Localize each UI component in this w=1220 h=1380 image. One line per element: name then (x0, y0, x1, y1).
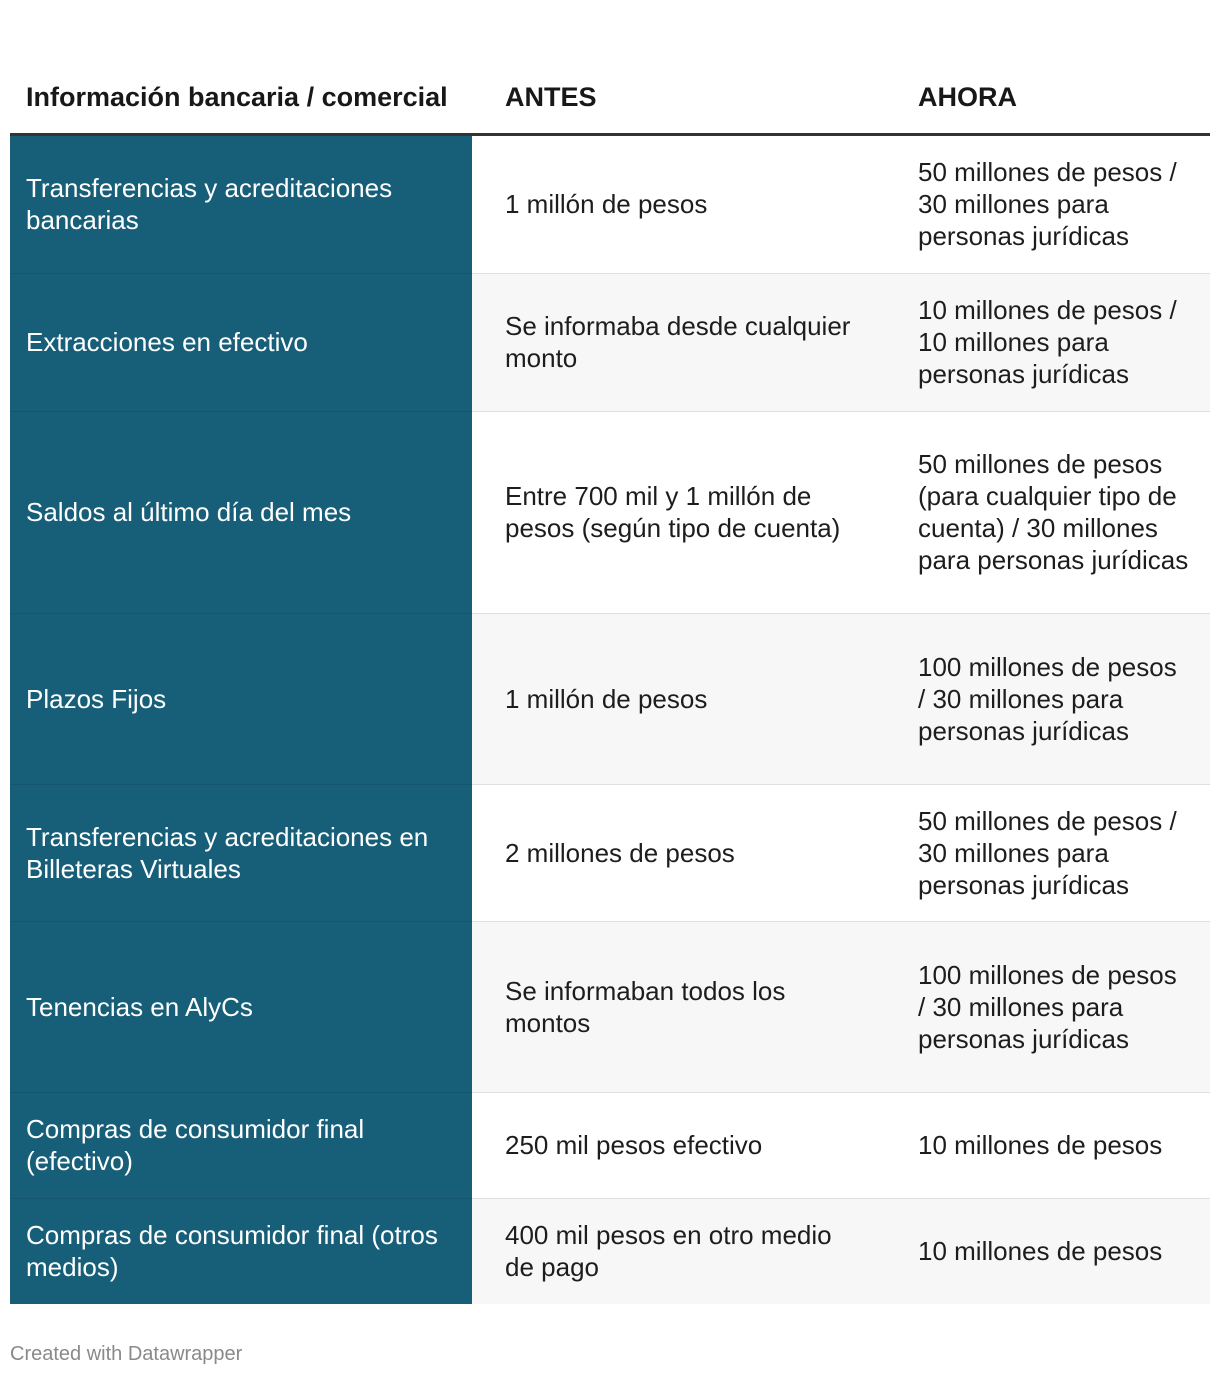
row-ahora-cell: 10 millones de pesos / 10 millones para personas jurídicas (885, 273, 1210, 411)
header-cell-ahora: AHORA (885, 0, 1210, 134)
row-category-cell: Plazos Fijos (10, 613, 472, 784)
table-row (10, 921, 1210, 1092)
row-antes-cell: 1 millón de pesos (472, 613, 885, 784)
row-category-cell: Compras de consumidor final (otros medios) (10, 1198, 472, 1304)
table-body (10, 134, 1210, 1304)
row-antes-cell: Se informaba desde cualquier monto (472, 273, 885, 411)
table-header (10, 0, 1210, 134)
row-ahora-cell: 50 millones de pesos / 30 millones para personas jurídicas (885, 784, 1210, 921)
row-ahora-cell: 10 millones de pesos (885, 1198, 1210, 1304)
table-row (10, 134, 1210, 273)
row-category-cell: Saldos al último día del mes (10, 411, 472, 613)
row-category-cell: Transferencias y acreditaciones en Billeteras Virtuales (10, 784, 472, 921)
row-antes-cell: Se informaban todos los montos (472, 921, 885, 1092)
table-row (10, 1092, 1210, 1198)
comparison-table-container (10, 0, 1210, 1304)
table-row (10, 784, 1210, 921)
header-cell-category: Información bancaria / comercial (10, 0, 472, 134)
row-ahora-cell: 10 millones de pesos (885, 1092, 1210, 1198)
row-ahora-cell: 50 millones de pesos (para cualquier tipo de cuenta) / 30 millones para personas jurídicas (885, 411, 1210, 613)
header-row (10, 0, 1210, 134)
row-category-cell: Compras de consumidor final (efectivo) (10, 1092, 472, 1198)
datawrapper-credit[interactable]: Created with Datawrapper (10, 1343, 243, 1365)
row-category-cell: Transferencias y acreditaciones bancarias (10, 134, 472, 273)
row-ahora-cell: 50 millones de pesos / 30 millones para personas jurídicas (885, 134, 1210, 273)
row-category-cell: Tenencias en AlyCs (10, 921, 472, 1092)
row-antes-cell: 1 millón de pesos (472, 134, 885, 273)
row-antes-cell: 400 mil pesos en otro medio de pago (472, 1198, 885, 1304)
row-category-cell: Extracciones en efectivo (10, 273, 472, 411)
row-antes-cell: Entre 700 mil y 1 millón de pesos (según tipo de cuenta) (472, 411, 885, 613)
table-row (10, 613, 1210, 784)
row-ahora-cell: 100 millones de pesos / 30 millones para personas jurídicas (885, 921, 1210, 1092)
row-antes-cell: 2 millones de pesos (472, 784, 885, 921)
table-row (10, 411, 1210, 613)
table-row (10, 1198, 1210, 1304)
table-row (10, 273, 1210, 411)
row-antes-cell: 250 mil pesos efectivo (472, 1092, 885, 1198)
header-cell-antes: ANTES (472, 0, 885, 134)
row-ahora-cell: 100 millones de pesos / 30 millones para personas jurídicas (885, 613, 1210, 784)
comparison-table (10, 0, 1210, 1304)
